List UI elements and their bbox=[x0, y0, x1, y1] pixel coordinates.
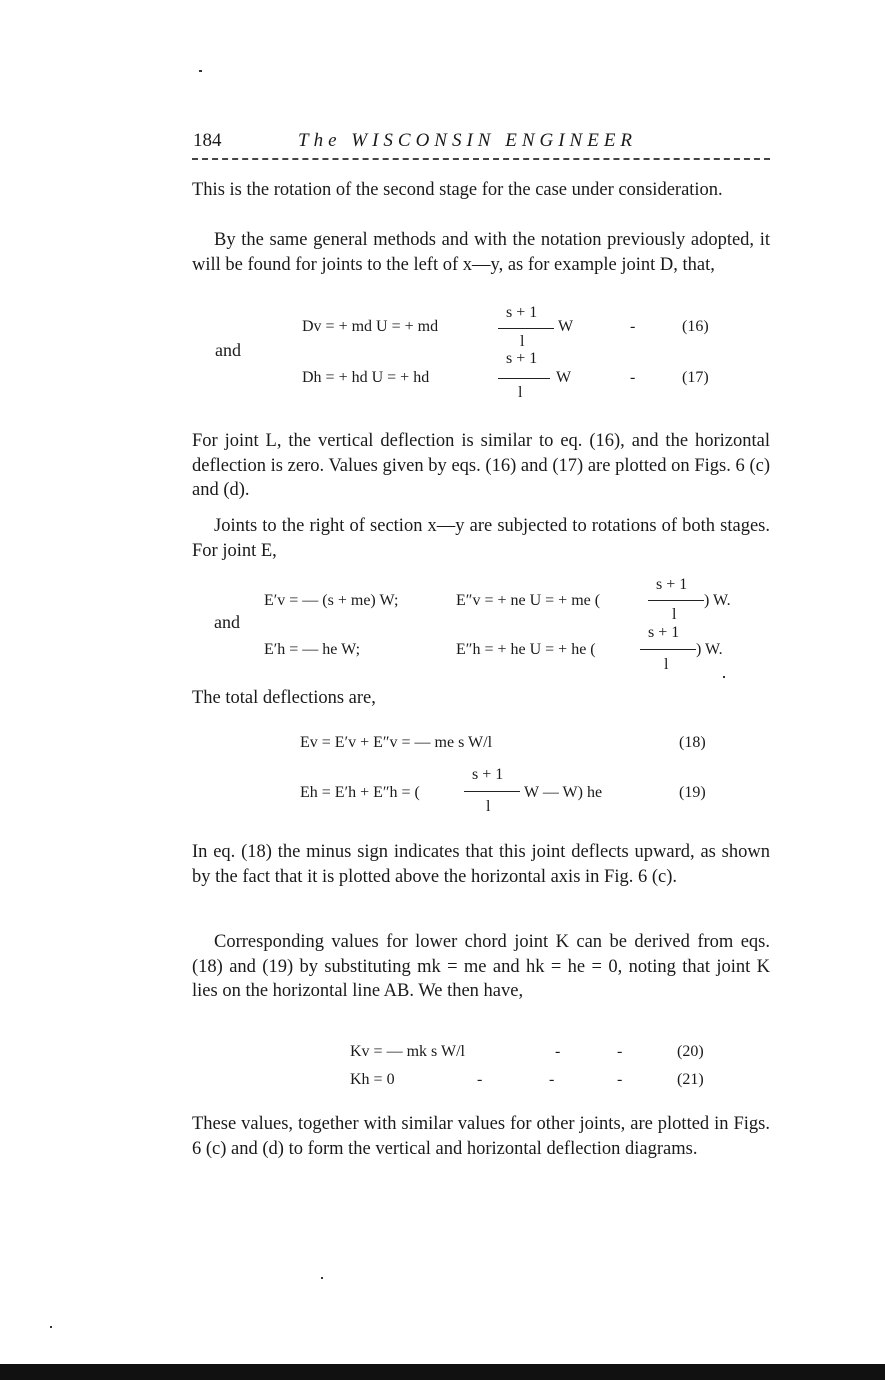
paragraph-4 bbox=[192, 514, 770, 563]
and-label-2: and bbox=[214, 612, 240, 632]
header-rule bbox=[192, 158, 770, 160]
eq17-frac-bar bbox=[498, 378, 550, 379]
eq19-frac-numerator: s + 1 bbox=[472, 766, 504, 783]
eq21-dash-2: - bbox=[549, 1071, 555, 1088]
paragraph-7 bbox=[192, 930, 770, 1004]
scan-speck bbox=[50, 1326, 52, 1328]
paragraph-1 bbox=[192, 178, 770, 203]
and-label-1: and bbox=[215, 340, 241, 360]
eq17-frac-numerator: s + 1 bbox=[506, 350, 538, 367]
eqEh-frac-numerator: s + 1 bbox=[648, 624, 680, 641]
paragraph-8 bbox=[192, 1112, 770, 1161]
eq19-frac-denominator: l bbox=[486, 798, 491, 815]
eqEv-frac-denominator: l bbox=[672, 606, 677, 623]
eqEv-tail: ) W. bbox=[704, 592, 731, 609]
eq17-lhs: Dh = + hd U = + hd bbox=[302, 369, 430, 386]
eq17-dash: - bbox=[630, 369, 636, 386]
eq16-tail: W bbox=[558, 318, 574, 335]
journal-title: The WISCONSIN ENGINEER bbox=[298, 130, 638, 151]
eqEh-frac-bar bbox=[640, 649, 696, 650]
eqEv-frac-bar bbox=[648, 600, 704, 601]
eqEv-frac-numerator: s + 1 bbox=[656, 576, 688, 593]
eqEh-right: E″h = + he U = + he ( bbox=[456, 641, 596, 658]
paragraph-3 bbox=[192, 429, 770, 503]
eq20-dash-1: - bbox=[555, 1043, 561, 1060]
eqEh-tail: ) W. bbox=[696, 641, 723, 658]
eq21-number: (21) bbox=[677, 1071, 704, 1088]
eq19-frac-bar bbox=[464, 791, 520, 792]
paragraph-6 bbox=[192, 840, 770, 889]
eq20-number: (20) bbox=[677, 1043, 704, 1060]
paragraph-8-text: These values, together with similar values for other joints, are plotted in Figs. 6 (c) and (d) to form the vertical and horizontal deflection diagrams. bbox=[192, 1114, 770, 1159]
scan-speck bbox=[321, 1277, 323, 1279]
paragraph-2-text: By the same general methods and with the notation previously adopted, it will be found for joints to the left of x—y, as for example joint D, that, bbox=[192, 230, 770, 275]
eq16-lhs: Dv = + md U = + md bbox=[302, 318, 439, 335]
eq17-number: (17) bbox=[682, 369, 709, 386]
paragraph-2 bbox=[192, 228, 770, 277]
eq19-tail: W — W) he bbox=[524, 784, 603, 801]
eq21-dash-3: - bbox=[617, 1071, 623, 1088]
eqEv-left: E′v = — (s + me) W; bbox=[264, 592, 399, 609]
eq18-number: (18) bbox=[679, 734, 706, 751]
eq16-number: (16) bbox=[682, 318, 709, 335]
eq21-dash-1: - bbox=[477, 1071, 483, 1088]
eqEh-left: E′h = — he W; bbox=[264, 641, 361, 658]
page-number: 184 bbox=[193, 130, 222, 151]
eq16-frac-numerator: s + 1 bbox=[506, 304, 538, 321]
paragraph-5-text: The total deflections are, bbox=[192, 688, 376, 708]
eq17-tail: W bbox=[556, 369, 572, 386]
paragraph-1-text: This is the rotation of the second stage for the case under consideration. bbox=[192, 180, 723, 200]
eq17-frac-denominator: l bbox=[518, 384, 523, 401]
eq19-lhs: Eh = E′h + E″h = ( bbox=[300, 784, 420, 801]
paragraph-5 bbox=[192, 686, 770, 711]
eq16-frac-bar bbox=[498, 328, 554, 329]
scan-speck bbox=[723, 676, 725, 678]
eq19-number: (19) bbox=[679, 784, 706, 801]
eq20-dash-2: - bbox=[617, 1043, 623, 1060]
paragraph-3-text: For joint L, the vertical deflection is similar to eq. (16), and the horizontal deflection is zero. Values given by eqs. (16) and (17) are plotted on Figs. 6 (c) and (d). bbox=[192, 431, 770, 500]
scan-speck bbox=[199, 70, 202, 72]
paragraph-6-text: In eq. (18) the minus sign indicates that this joint deflects upward, as shown by the fact that it is plotted above the horizontal axis in Fig. 6 (c). bbox=[192, 842, 770, 887]
paragraph-7-text: Corresponding values for lower chord joint K can be derived from eqs. (18) and (19) by substituting mk = me and hk = he = 0, noting that joint K lies on the horizontal line AB. We then have, bbox=[192, 932, 770, 1001]
eq18-expression: Ev = E′v + E″v = — me s W/l bbox=[300, 734, 493, 751]
eq16-dash: - bbox=[630, 318, 636, 335]
eqEh-frac-denominator: l bbox=[664, 656, 669, 673]
eq21-expression: Kh = 0 bbox=[350, 1071, 395, 1088]
eq20-expression: Kv = — mk s W/l bbox=[350, 1043, 465, 1060]
eq16-frac-denominator: l bbox=[520, 333, 525, 350]
eqEv-right: E″v = + ne U = + me ( bbox=[456, 592, 601, 609]
paragraph-4-text: Joints to the right of section x—y are subjected to rotations of both stages. For joint E, bbox=[192, 516, 770, 561]
scan-edge-bar bbox=[0, 1364, 885, 1380]
